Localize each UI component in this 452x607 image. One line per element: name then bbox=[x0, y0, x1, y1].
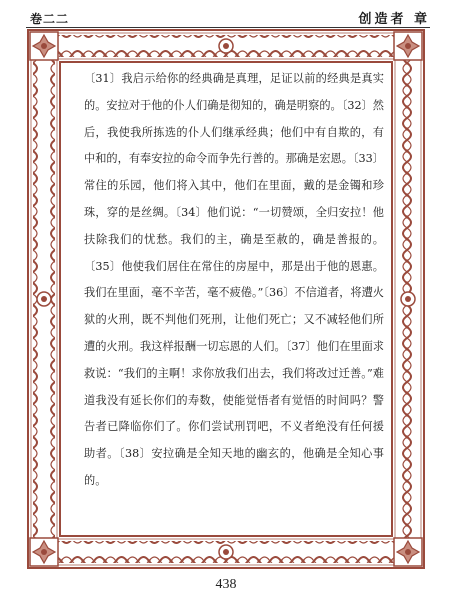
bottom-middle-rosette bbox=[219, 545, 233, 559]
left-middle-rosette bbox=[37, 292, 51, 306]
page-number: 438 bbox=[215, 577, 237, 592]
running-head-left: 卷二二 bbox=[30, 12, 70, 26]
scripture-paragraph: 〔31〕我启示给你的经典确是真理，足证以前的经典是真实的。安拉对于他的仆人们确是彻知的，确是明察的。〔32〕然后，我使我所拣选的仆人们继承经典；他们中有自欺的，有中和的，有奉安拉的命令而争先行善的。那确是宏恩。〔33〕常住的乐园，他们将入其中，他们在里面，戴的是金镯和珍珠，穿的是丝绸。〔34〕他们说：“一切赞颂，全归安拉！他扶除我们的忧愁。我们的主，确是至赦的，确是善报的。〔35〕他使我们居住在常住的房屋中，那是出于他的恩惠。我们在里面，毫不辛苦，毫不疲倦。”〔36〕不信道者，将遭火狱的火刑，既不判他们死刑，让他们死亡；又不减轻他们所遭的火刑。我这样报酬一切忘恩的人们。〔37〕他们在里面求救说：“我们的主啊！求你放我们出去，我们将改过迁善。”难道我没有延长你们的寿数，使能觉悟者有觉悟的时间吗？警告者已降临你们了。你们尝试刑罚吧，不义者绝没有任何援助者。〔38〕安拉确是全知天地的幽玄的，他确是全知心事的。 bbox=[84, 72, 384, 487]
corner-ornament-top-left bbox=[30, 32, 58, 60]
top-middle-rosette bbox=[219, 39, 233, 53]
corner-ornament-bottom-left bbox=[30, 538, 58, 566]
right-middle-rosette bbox=[401, 292, 415, 306]
corner-ornament-bottom-right bbox=[394, 538, 422, 566]
corner-ornament-top-right bbox=[394, 32, 422, 60]
running-head-right: 创造者 章 bbox=[358, 12, 430, 27]
scripture-text-block bbox=[84, 66, 384, 495]
